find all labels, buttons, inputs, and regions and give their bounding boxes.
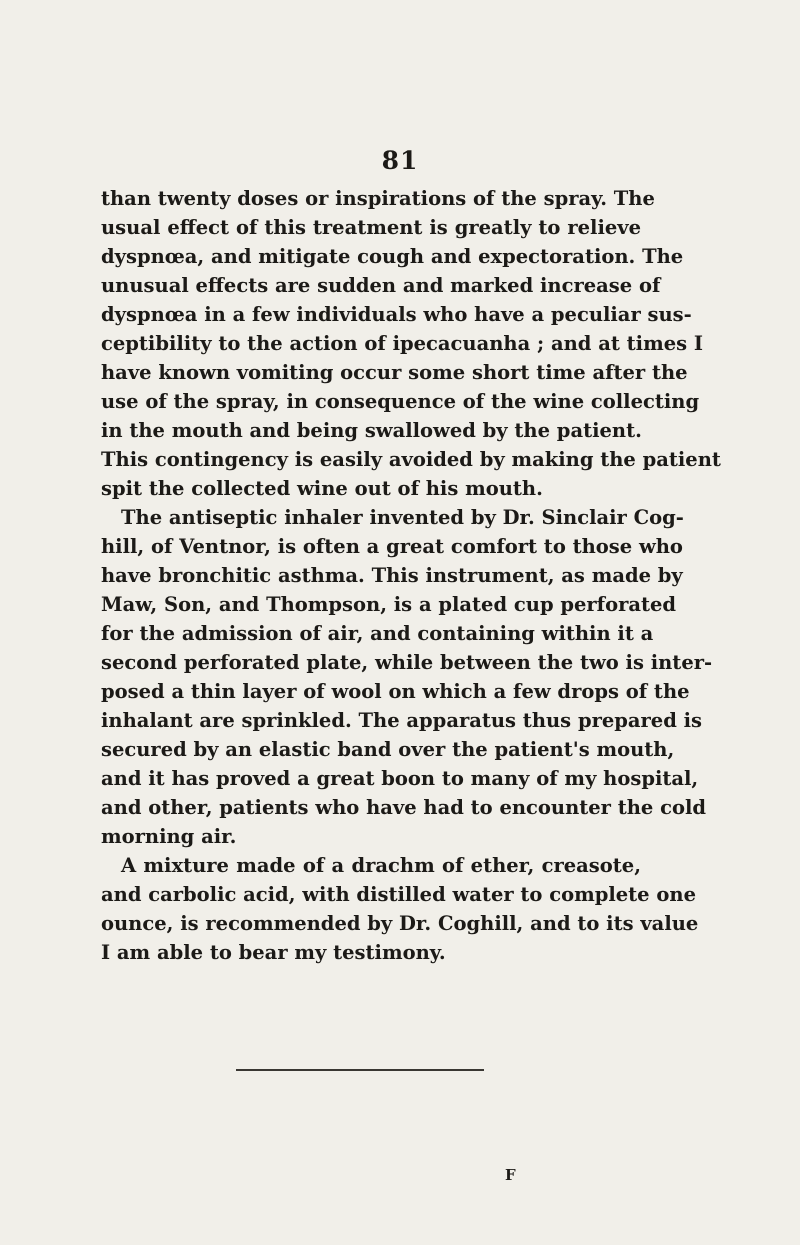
text-line: use of the spray, in consequence of the wine collecting [101, 390, 700, 413]
text-line: and carbolic acid, with distilled water to complete one [101, 883, 696, 906]
text-line: for the admission of air, and containing within it a [101, 622, 654, 645]
section-rule [236, 1069, 484, 1071]
page-number: 81 [381, 146, 419, 175]
body-text [101, 184, 721, 967]
text-line: secured by an elastic band over the patient's mouth, [101, 738, 675, 761]
text-line: have bronchitic asthma. This instrument, as made by [101, 564, 683, 587]
text-line: ounce, is recommended by Dr. Coghill, and to its value [101, 912, 699, 935]
text-line: morning air. [101, 825, 237, 848]
text-line: dyspnœa, and mitigate cough and expectoration. The [101, 245, 684, 268]
text-line: have known vomiting occur some short time after the [101, 361, 688, 384]
text-line: This contingency is easily avoided by making the patient [101, 448, 721, 471]
text-line: ceptibility to the action of ipecacuanha ; and at times I [101, 332, 703, 355]
text-line: and it has proved a great boon to many of my hospital, [101, 767, 699, 790]
text-line: second perforated plate, while between the two is inter- [101, 651, 713, 674]
text-line: The antiseptic inhaler invented by Dr. Sinclair Cog- [121, 506, 684, 529]
text-line: inhalant are sprinkled. The apparatus thus prepared is [101, 709, 703, 732]
text-line: posed a thin layer of wool on which a few drops of the [101, 680, 690, 703]
text-line: usual effect of this treatment is greatly to relieve [101, 216, 641, 239]
text-line: hill, of Ventnor, is often a great comfort to those who [101, 535, 683, 558]
text-line: dyspnœa in a few individuals who have a peculiar sus- [101, 303, 692, 326]
text-line: Maw, Son, and Thompson, is a plated cup perforated [101, 593, 677, 616]
text-line: spit the collected wine out of his mouth. [101, 477, 543, 500]
signature-mark: F [505, 1166, 516, 1184]
text-line: A mixture made of a drachm of ether, creasote, [121, 854, 641, 877]
text-line: unusual effects are sudden and marked increase of [101, 274, 661, 297]
text-line: and other, patients who have had to encounter the cold [101, 796, 707, 819]
text-line: in the mouth and being swallowed by the patient. [101, 419, 642, 442]
text-line: I am able to bear my testimony. [101, 941, 446, 964]
text-line: than twenty doses or inspirations of the spray. The [101, 187, 655, 210]
